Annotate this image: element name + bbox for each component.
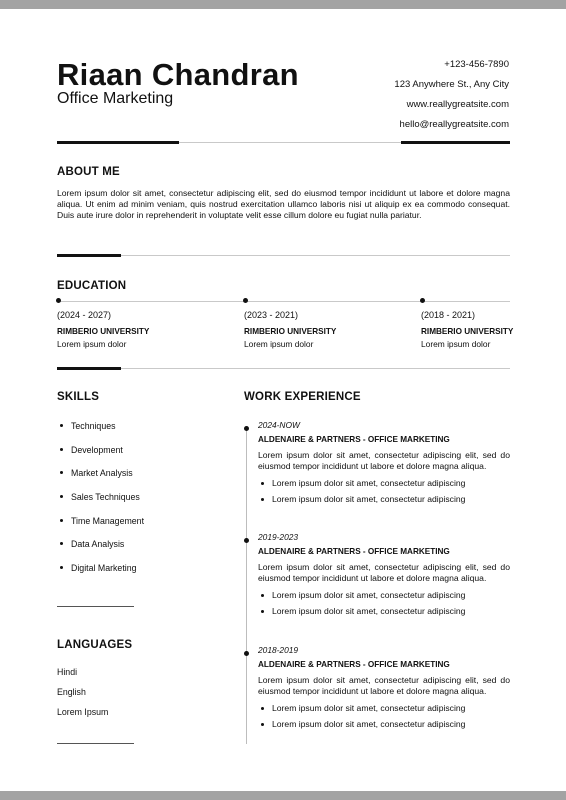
candidate-name: Riaan Chandran: [57, 57, 299, 92]
skills-list: [57, 420, 144, 586]
skill-item: Techniques: [57, 420, 144, 444]
header-divider-accent-right: [401, 141, 510, 144]
job-bullet: Lorem ipsum dolor sit amet, consectetur adipiscing: [258, 703, 510, 719]
job-title: ALDENAIRE & PARTNERS - OFFICE MARKETING: [258, 435, 450, 444]
job-dot: [244, 651, 249, 656]
job-dot: [244, 538, 249, 543]
education-timeline: [57, 301, 510, 302]
education-desc: Lorem ipsum dolor: [57, 339, 127, 349]
job-bullet: Lorem ipsum dolor sit amet, consectetur adipiscing: [258, 478, 510, 494]
skill-item: Sales Techniques: [57, 491, 144, 515]
languages-heading: LANGUAGES: [57, 639, 133, 651]
education-item: [57, 310, 167, 349]
job-bullet: Lorem ipsum dolor sit amet, consectetur adipiscing: [258, 606, 510, 622]
education-item: [421, 310, 531, 349]
job-entry: [258, 420, 510, 510]
education-period: (2018 - 2021): [421, 310, 476, 320]
job-dot: [244, 426, 249, 431]
job-entry: [258, 532, 510, 622]
job-description: Lorem ipsum dolor sit amet, consectetur adipiscing elit, sed do eiusmod tempor incididunt ut labore et dolore magna aliqua.: [258, 562, 510, 584]
job-bullet: Lorem ipsum dolor sit amet, consectetur adipiscing: [258, 494, 510, 510]
education-school: RIMBERIO UNIVERSITY: [421, 327, 514, 336]
contact-phone: +123-456-7890: [444, 59, 509, 70]
education-dot-2: [243, 298, 248, 303]
job-title: ALDENAIRE & PARTNERS - OFFICE MARKETING: [258, 547, 450, 556]
about-divider-accent: [57, 254, 121, 257]
job-description: Lorem ipsum dolor sit amet, consectetur adipiscing elit, sed do eiusmod tempor incididunt ut labore et dolore magna aliqua.: [258, 675, 510, 697]
job-description: Lorem ipsum dolor sit amet, consectetur adipiscing elit, sed do eiusmod tempor incididunt ut labore et dolore magna aliqua.: [258, 450, 510, 472]
language-item: Lorem Ipsum: [57, 707, 109, 717]
language-item: Hindi: [57, 667, 78, 677]
candidate-role: Office Marketing: [57, 90, 174, 107]
education-period: (2024 - 2027): [57, 310, 112, 320]
job-bullets: [258, 703, 510, 735]
education-period: (2023 - 2021): [244, 310, 299, 320]
job-bullets: [258, 590, 510, 622]
job-bullet: Lorem ipsum dolor sit amet, consectetur adipiscing: [258, 590, 510, 606]
skill-item: Development: [57, 444, 144, 468]
education-item: [244, 310, 354, 349]
job-period: 2024-NOW: [258, 420, 300, 430]
education-desc: Lorem ipsum dolor: [421, 339, 491, 349]
about-heading: ABOUT ME: [57, 166, 120, 178]
education-divider-accent: [57, 367, 121, 370]
job-period: 2018-2019: [258, 645, 299, 655]
bottom-band: [0, 791, 566, 800]
job-title: ALDENAIRE & PARTNERS - OFFICE MARKETING: [258, 660, 450, 669]
education-dot-3: [420, 298, 425, 303]
language-item: English: [57, 687, 86, 697]
languages-divider: [57, 743, 134, 744]
skill-item: Digital Marketing: [57, 562, 144, 586]
education-school: RIMBERIO UNIVERSITY: [244, 327, 337, 336]
skill-item: Data Analysis: [57, 538, 144, 562]
job-bullet: Lorem ipsum dolor sit amet, consectetur adipiscing: [258, 719, 510, 735]
education-desc: Lorem ipsum dolor: [244, 339, 314, 349]
skills-divider: [57, 606, 134, 607]
job-period: 2019-2023: [258, 532, 299, 542]
contact-website[interactable]: www.reallygreatsite.com: [406, 99, 509, 110]
education-divider: [57, 368, 510, 369]
education-school: RIMBERIO UNIVERSITY: [57, 327, 150, 336]
contact-email[interactable]: hello@reallygreatsite.com: [399, 119, 509, 130]
experience-timeline: [246, 428, 247, 744]
skills-heading: SKILLS: [57, 391, 100, 403]
header-divider-accent-left: [57, 141, 179, 144]
about-divider: [57, 255, 510, 256]
job-entry: [258, 645, 510, 735]
education-heading: EDUCATION: [57, 280, 127, 292]
top-band: [0, 0, 566, 9]
job-bullets: [258, 478, 510, 510]
about-text: Lorem ipsum dolor sit amet, consectetur adipiscing elit, sed do eiusmod tempor incididunt ut labore et dolore magna aliqua. Ut enim ad minim veniam, quis nostrud exercitation ullamco laboris nisi ut aliquip ex ea commodo consequat. Duis aute irure dolor in reprehenderit in voluptate velit esse cillum dolore eu fugiat nulla pariatur.: [57, 188, 510, 221]
skill-item: Time Management: [57, 515, 144, 539]
contact-block: [394, 55, 509, 135]
skill-item: Market Analysis: [57, 467, 144, 491]
experience-heading: WORK EXPERIENCE: [244, 391, 361, 403]
education-dot-1: [56, 298, 61, 303]
contact-address: 123 Anywhere St., Any City: [394, 79, 509, 90]
